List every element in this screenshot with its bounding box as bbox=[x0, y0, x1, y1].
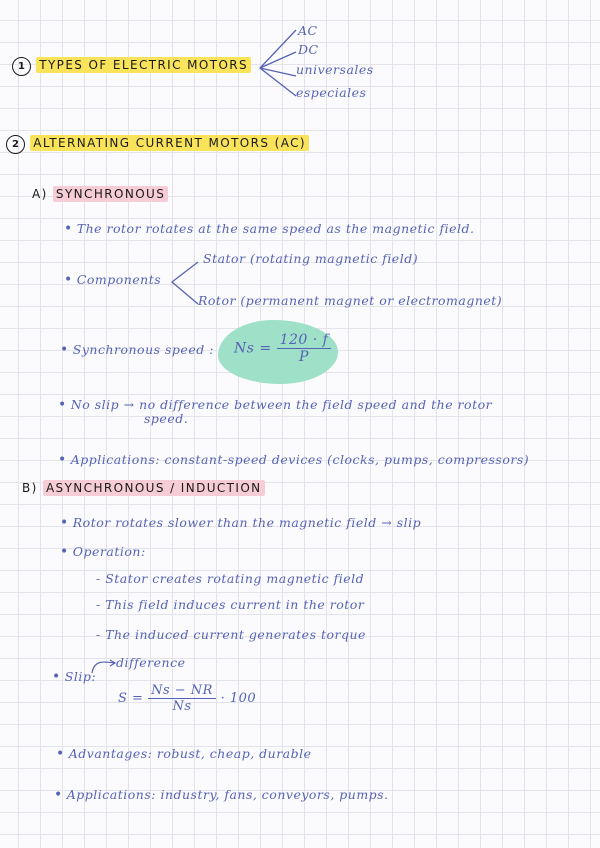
async-rotor-line bbox=[60, 515, 421, 531]
section-1-heading bbox=[12, 57, 251, 76]
sync-speed-formula bbox=[234, 332, 331, 365]
bullet: • bbox=[58, 397, 67, 413]
sync-applications bbox=[58, 452, 529, 468]
rotor-text: Rotor (permanent magnet or electromagnet) bbox=[198, 293, 503, 308]
async-applications-text: industry, fans, conveyors, pumps. bbox=[160, 787, 389, 802]
motor-types-brace bbox=[256, 24, 300, 100]
components-brace bbox=[168, 258, 202, 308]
slip-numerator: Ns − NR bbox=[148, 683, 216, 699]
section-number-1: 1 bbox=[12, 57, 31, 76]
sync-applications-label: Applications: bbox=[70, 452, 160, 467]
formula-fraction bbox=[277, 332, 332, 365]
section-2-title: ALTERNATING CURRENT MOTORS (AC) bbox=[30, 135, 309, 151]
advantages-label: Advantages: bbox=[68, 746, 153, 761]
asynchronous-title: ASYNCHRONOUS / INDUCTION bbox=[43, 480, 265, 496]
formula-denominator: P bbox=[299, 349, 309, 365]
sync-applications-text: constant-speed devices (clocks, pumps, compressors) bbox=[164, 452, 530, 467]
operation-step-2: - This field induces current in the rotor bbox=[96, 597, 365, 612]
no-slip-line bbox=[58, 397, 492, 413]
bullet: • bbox=[60, 544, 69, 560]
operation-step-1: - Stator creates rotating magnetic field bbox=[96, 571, 365, 586]
operation-label: Operation: bbox=[72, 544, 146, 559]
synchronous-heading bbox=[32, 187, 168, 201]
motor-type-dc: DC bbox=[298, 42, 319, 57]
bullet: • bbox=[54, 787, 63, 803]
async-rotor-text: Rotor rotates slower than the magnetic field → slip bbox=[72, 515, 422, 530]
sync-rotor-text: The rotor rotates at the same speed as the magnetic field. bbox=[76, 221, 475, 236]
advantages-line bbox=[56, 746, 312, 762]
operation-line bbox=[60, 544, 146, 560]
sync-components bbox=[64, 272, 161, 288]
advantages-text: robust, cheap, durable bbox=[156, 746, 312, 761]
asynchronous-prefix: B) bbox=[22, 481, 38, 495]
motor-type-ac: AC bbox=[298, 23, 318, 38]
difference-label: difference bbox=[116, 655, 186, 670]
motor-type-special: especiales bbox=[296, 85, 367, 100]
operation-step-3: - The induced current generates torque bbox=[96, 627, 366, 642]
asynchronous-heading bbox=[22, 481, 265, 495]
async-applications-label: Applications: bbox=[66, 787, 156, 802]
synchronous-title: SYNCHRONOUS bbox=[53, 186, 168, 202]
sync-speed-line bbox=[60, 342, 214, 358]
bullet: • bbox=[60, 515, 69, 531]
no-slip-text: no difference between the field speed and the rotor bbox=[139, 397, 493, 412]
bullet: • bbox=[64, 272, 73, 288]
slip-formula-rhs: · 100 bbox=[220, 691, 257, 706]
stator-text: Stator (rotating magnetic field) bbox=[203, 251, 419, 266]
motor-type-universal: universales bbox=[296, 62, 374, 77]
slip-fraction bbox=[148, 683, 216, 714]
bullet: • bbox=[58, 452, 67, 468]
section-1-title: TYPES OF ELECTRIC MOTORS bbox=[36, 57, 251, 73]
formula-lhs: Ns = bbox=[234, 340, 272, 357]
bullet: • bbox=[52, 669, 61, 685]
synchronous-prefix: A) bbox=[32, 187, 48, 201]
sync-rotor-line bbox=[64, 221, 475, 237]
section-number-2: 2 bbox=[6, 135, 25, 154]
difference-arrow bbox=[90, 655, 118, 677]
slip-denominator: Ns bbox=[172, 699, 192, 714]
slip-formula bbox=[118, 683, 256, 714]
async-applications bbox=[54, 787, 389, 803]
formula-numerator: 120 · f bbox=[277, 332, 332, 349]
bullet: • bbox=[64, 221, 73, 237]
sync-speed-label: Synchronous speed : bbox=[72, 342, 214, 357]
no-slip-arrow: → bbox=[123, 397, 135, 412]
slip-formula-lhs: S = bbox=[118, 691, 144, 706]
section-2-heading bbox=[6, 135, 309, 154]
slip-label: Slip: bbox=[64, 669, 97, 684]
components-label: Components bbox=[76, 272, 162, 287]
no-slip-label: No slip bbox=[70, 397, 120, 412]
no-slip-text-cont: speed. bbox=[144, 411, 189, 426]
bullet: • bbox=[56, 746, 65, 762]
bullet: • bbox=[60, 342, 69, 358]
